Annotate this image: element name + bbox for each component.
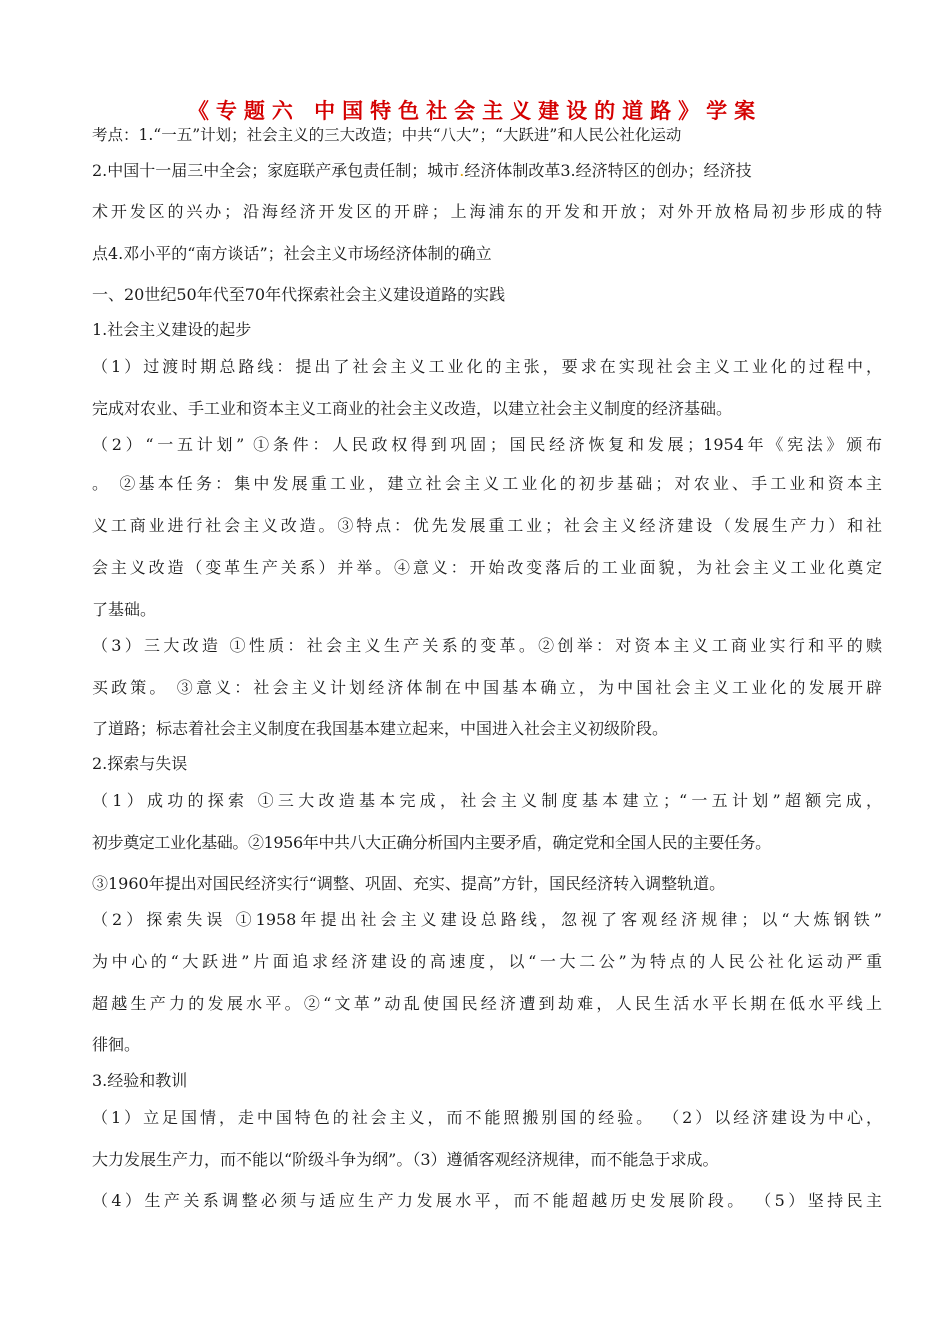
- paragraph-line: ③1960年提出对国民经济实行“调整、巩固、充实、提高”方针，国民经济转入调整轨道。: [92, 874, 726, 893]
- paragraph-line: （2）“一五计划” ①条件：人民政权得到巩固；国民经济恢复和发展；1954年《宪法》颁布: [92, 435, 882, 454]
- document-title: 《专题六 中国特色社会主义建设的道路》学案: [187, 98, 763, 123]
- paragraph-line: 大力发展生产力，而不能以“阶级斗争为纲”。（3）遵循客观经济规律，而不能急于求成。: [92, 1150, 719, 1169]
- paragraph-line: 为中心的“大跃进”片面追求经济建设的高速度，以“一大二公”为特点的人民公社化运动严重: [92, 952, 882, 971]
- paragraph-line: 。 ②基本任务：集中发展重工业，建立社会主义工业化的初步基础；对农业、手工业和资本主: [92, 474, 882, 493]
- paragraph-line: 初步奠定工业化基础。②1956年中共八大正确分析国内主要矛盾，确定党和全国人民的主要任务。: [92, 833, 771, 852]
- paragraph-line: 了基础。: [92, 600, 157, 619]
- exam-points-line-1: 考点：1.“一五”计划；社会主义的三大改造；中共“八大”；“大跃进”和人民公社化运动: [92, 126, 682, 144]
- section-heading-1: 一、20世纪50年代至70年代探索社会主义建设道路的实践: [92, 285, 506, 304]
- paragraph-line: （3）三大改造 ①性质：社会主义生产关系的变革。②创举：对资本主义工商业实行和平的赎: [92, 636, 882, 655]
- subheading-1: 1.社会主义建设的起步: [92, 320, 252, 339]
- paragraph-line: （4）生产关系调整必须与适应生产力发展水平，而不能超越历史发展阶段。 （5）坚持民主: [92, 1191, 882, 1210]
- paragraph-line: 了道路；标志着社会主义制度在我国基本建立起来，中国进入社会主义初级阶段。: [92, 719, 669, 738]
- exam-points-line-4: 点4.邓小平的“南方谈话”；社会主义市场经济体制的确立: [92, 244, 492, 263]
- paragraph-line: 徘徊。: [92, 1035, 141, 1054]
- paragraph-line: （1）过渡时期总路线：提出了社会主义工业化的主张，要求在实现社会主义工业化的过程中，: [92, 357, 882, 376]
- paragraph-line: 超越生产力的发展水平。②“文革”动乱使国民经济遭到劫难，人民生活水平长期在低水平线上: [92, 994, 882, 1013]
- paragraph-line: 完成对农业、手工业和资本主义工商业的社会主义改造，以建立社会主义制度的经济基础。: [92, 399, 733, 418]
- paragraph-line: （1）立足国情，走中国特色的社会主义，而不能照搬别国的经验。 （2）以经济建设为中心，: [92, 1108, 882, 1127]
- exam-points-line-3: 术开发区的兴办；沿海经济开发区的开辟；上海浦东的开发和开放；对外开放格局初步形成的特: [92, 202, 882, 221]
- paragraph-line: 义工商业进行社会主义改造。③特点：优先发展重工业；社会主义经济建设（发展生产力）和社: [92, 516, 882, 535]
- paragraph-line: （2）探索失误 ①1958年提出社会主义建设总路线，忽视了客观经济规律；以“大炼钢铁”: [92, 910, 882, 929]
- subheading-2: 2.探索与失误: [92, 754, 188, 773]
- paragraph-line: 会主义改造（变革生产关系）并举。④意义：开始改变落后的工业面貌，为社会主义工业化奠定: [92, 558, 882, 577]
- exam-points-line-2: 2.中国十一届三中全会；家庭联产承包责任制；城市.经济体制改革3.经济特区的创办；经济技: [92, 161, 752, 180]
- subheading-3: 3.经验和教训: [92, 1071, 188, 1090]
- paragraph-line: 买政策。 ③意义：社会主义计划经济体制在中国基本确立，为中国社会主义工业化的发展开辟: [92, 678, 882, 697]
- paragraph-line: （1）成功的探索 ①三大改造基本完成，社会主义制度基本建立；“一五计划”超额完成，: [92, 791, 882, 810]
